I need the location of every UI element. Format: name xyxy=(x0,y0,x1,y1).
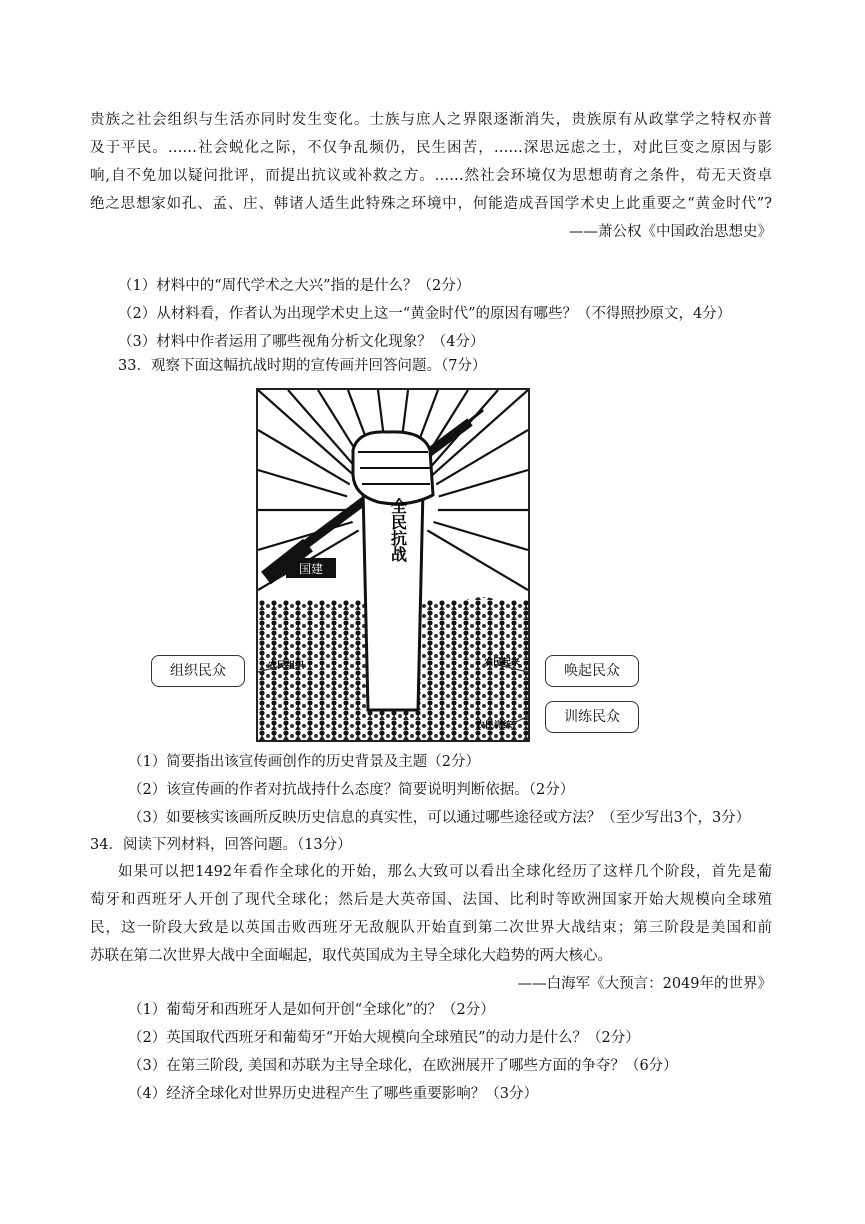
questions-33 xyxy=(128,748,772,832)
passage-line: 苏联在第二次世界大战中全面崛起，取代英国成为主导全球化大趋势的两大核心。 xyxy=(90,948,612,964)
callout-train: 训练民众 xyxy=(545,701,639,733)
passage-line: 萄牙和西班牙人开创了现代全球化；然后是大英帝国、法国、比利时等欧洲国家开始大规模向全球殖 xyxy=(90,892,772,908)
passage-34 xyxy=(90,858,772,998)
question-item: （1）材料中的“周代学术之大兴”指的是什么？（2分） xyxy=(118,278,471,294)
questions-32 xyxy=(118,272,772,356)
banner-right: 农民起来 xyxy=(484,658,521,668)
callout-organize: 组织民众 xyxy=(151,655,245,687)
passage-line: 响,自不免加以疑问批评，而提出抗议或补救之方。……然社会环境仅为思想萌育之条件，苟无天资卓 xyxy=(90,168,772,184)
question-item: （2）英国取代西班牙和葡萄牙“开始大规模向全球殖民”的动力是什么？（2分） xyxy=(128,1030,640,1046)
question-item: （3）材料中作者运用了哪些视角分析文化现象？（4分） xyxy=(118,334,485,350)
question-item: （3）在第三阶段, 美国和苏联为主导全球化，在欧洲展开了哪些方面的争夺？（6分） xyxy=(128,1058,678,1074)
passage-line: 及于平民。……社会蜕化之际，不仅争乱频仍，民生困苦，……深思远虑之士，对此巨变之原因与影 xyxy=(90,140,772,156)
question-item: （1）简要指出该宣传画创作的历史背景及主题（2分） xyxy=(128,754,480,770)
passage-source: ——萧公权《中国政治思想史》 xyxy=(569,224,772,240)
questions-34 xyxy=(128,996,772,1108)
passage-line: 民，这一阶段大致是以英国击败西班牙无敌舰队开始直到第二次世界大战结束；第三阶段是美国和前 xyxy=(90,920,772,936)
poster-illustration xyxy=(258,390,528,740)
arm-slogan: 全民抗战 xyxy=(388,498,408,562)
passage-line: 贵族之社会组织与生活亦同时发生变化。士族与庶人之界限逐渐消失，贵族原有从政掌学之特权亦普 xyxy=(90,112,772,128)
callout-awaken: 唤起民众 xyxy=(545,655,639,687)
question-item: （4）经济全球化对世界历史进程产生了哪些重要影响？（3分） xyxy=(128,1086,538,1102)
passage-line: 绝之思想家如孔、孟、庄、韩诸人适生此特殊之环境中，何能造成吾国学术史上此重要之“黄金时代”? xyxy=(90,196,772,212)
passage-line: 如果可以把1492年看作全球化的开始，那么大致可以看出全球化经历了这样几个阶段，首先是葡 xyxy=(118,864,772,880)
question-item: （3）如要核实该画所反映历史信息的真实性，可以通过哪些途径或方法？（至少写出3个，3分） xyxy=(128,810,751,826)
banner-bottom: 农民训练 xyxy=(476,721,513,731)
propaganda-poster xyxy=(256,388,530,742)
question-item: （1）葡萄牙和西班牙人是如何开创“全球化”的？（2分） xyxy=(128,1002,495,1018)
question-34-heading: 34．阅读下列材料，回答问题。（13分） xyxy=(90,837,352,853)
passage-source: ——白海军《大预言：2049年的世界》 xyxy=(517,976,772,992)
banner-left: 农民组织 xyxy=(268,661,305,671)
question-item: （2）从材料看，作者认为出现学术史上这一“黄金时代”的原因有哪些？（不得照抄原文，4分） xyxy=(118,306,732,322)
question-33-heading: 33．观察下面这幅抗战时期的宣传画并回答问题。（7分） xyxy=(118,358,487,374)
flag-text: 国建 xyxy=(298,562,324,576)
question-item: （2）该宣传画的作者对抗战持什么态度？简要说明判断依据。（2分） xyxy=(128,782,575,798)
passage-32 xyxy=(90,106,772,246)
